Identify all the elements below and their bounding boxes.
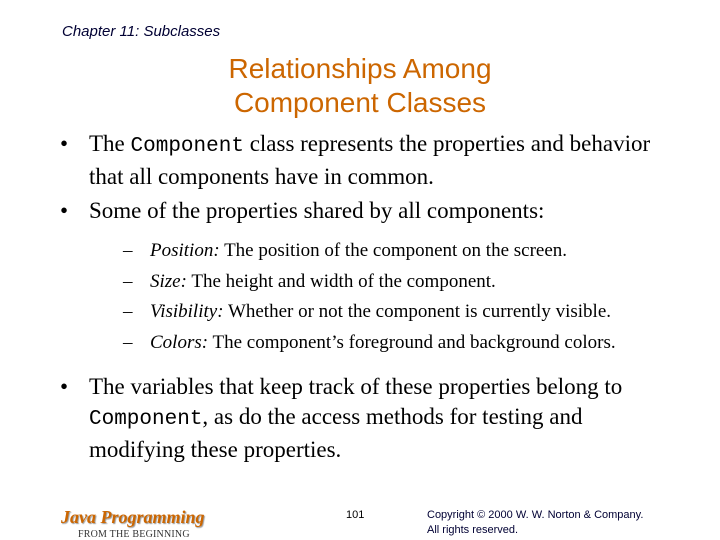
footer-brand-subtitle: FROM THE BEGINNING [78, 529, 190, 540]
bullet-component-class [60, 129, 680, 192]
bullet-marker: • [60, 374, 69, 399]
sub-bullet-desc: The height and width of the component. [186, 270, 496, 292]
slide-title [0, 52, 720, 120]
bullet-marker: • [60, 131, 69, 156]
sub-bullet-term: Visibility: [150, 301, 224, 322]
copyright-line1: Copyright © 2000 W. W. Norton & Company. [427, 509, 644, 521]
bullet-variables [60, 372, 680, 465]
sub-bullet-size [89, 267, 680, 298]
slide-title-line2: Component Classes [233, 87, 487, 118]
bullet-text: Some of the properties shared by all components: [89, 198, 545, 223]
copyright-notice [427, 508, 643, 538]
sub-bullet-position [89, 236, 680, 267]
dash-marker: – [123, 331, 133, 353]
sub-bullet-desc: The position of the component on the screen. [219, 240, 568, 261]
bullet-text-pre: The variables that keep track of these properties belong to [89, 374, 623, 399]
sub-bullet-colors [89, 328, 680, 359]
bullet-marker: • [60, 198, 69, 223]
bullet-text-post: class represents the properties and behavior that all components have in common. [89, 131, 651, 189]
slide-title-line1: Relationships Among [228, 53, 492, 84]
dash-marker: – [123, 270, 133, 292]
dash-marker: – [123, 240, 133, 261]
sub-bullet-visibility [89, 297, 680, 328]
sub-bullet-list [89, 236, 680, 358]
sub-bullet-desc: Whether or not the component is currently visible. [223, 301, 611, 322]
chapter-label: Chapter 11: Subclasses [62, 23, 221, 40]
copyright-line2: All rights reserved. [427, 524, 519, 536]
sub-bullet-term: Size: [150, 270, 187, 292]
sub-bullet-desc: The component’s foreground and background colors. [208, 331, 616, 353]
bullet-code: Component [130, 135, 244, 158]
bullet-text-post: , as do the access methods for testing and modifying these properties. [89, 404, 583, 462]
page-number: 101 [346, 509, 365, 521]
bullet-text-pre: The [89, 131, 131, 156]
bullet-code: Component [89, 408, 203, 431]
sub-bullet-term: Colors: [150, 331, 209, 353]
footer-brand: Java Programming [61, 507, 205, 527]
bullet-list [60, 129, 680, 469]
bullet-shared-properties [60, 196, 680, 358]
sub-bullet-term: Position: [150, 240, 220, 261]
dash-marker: – [123, 301, 133, 322]
